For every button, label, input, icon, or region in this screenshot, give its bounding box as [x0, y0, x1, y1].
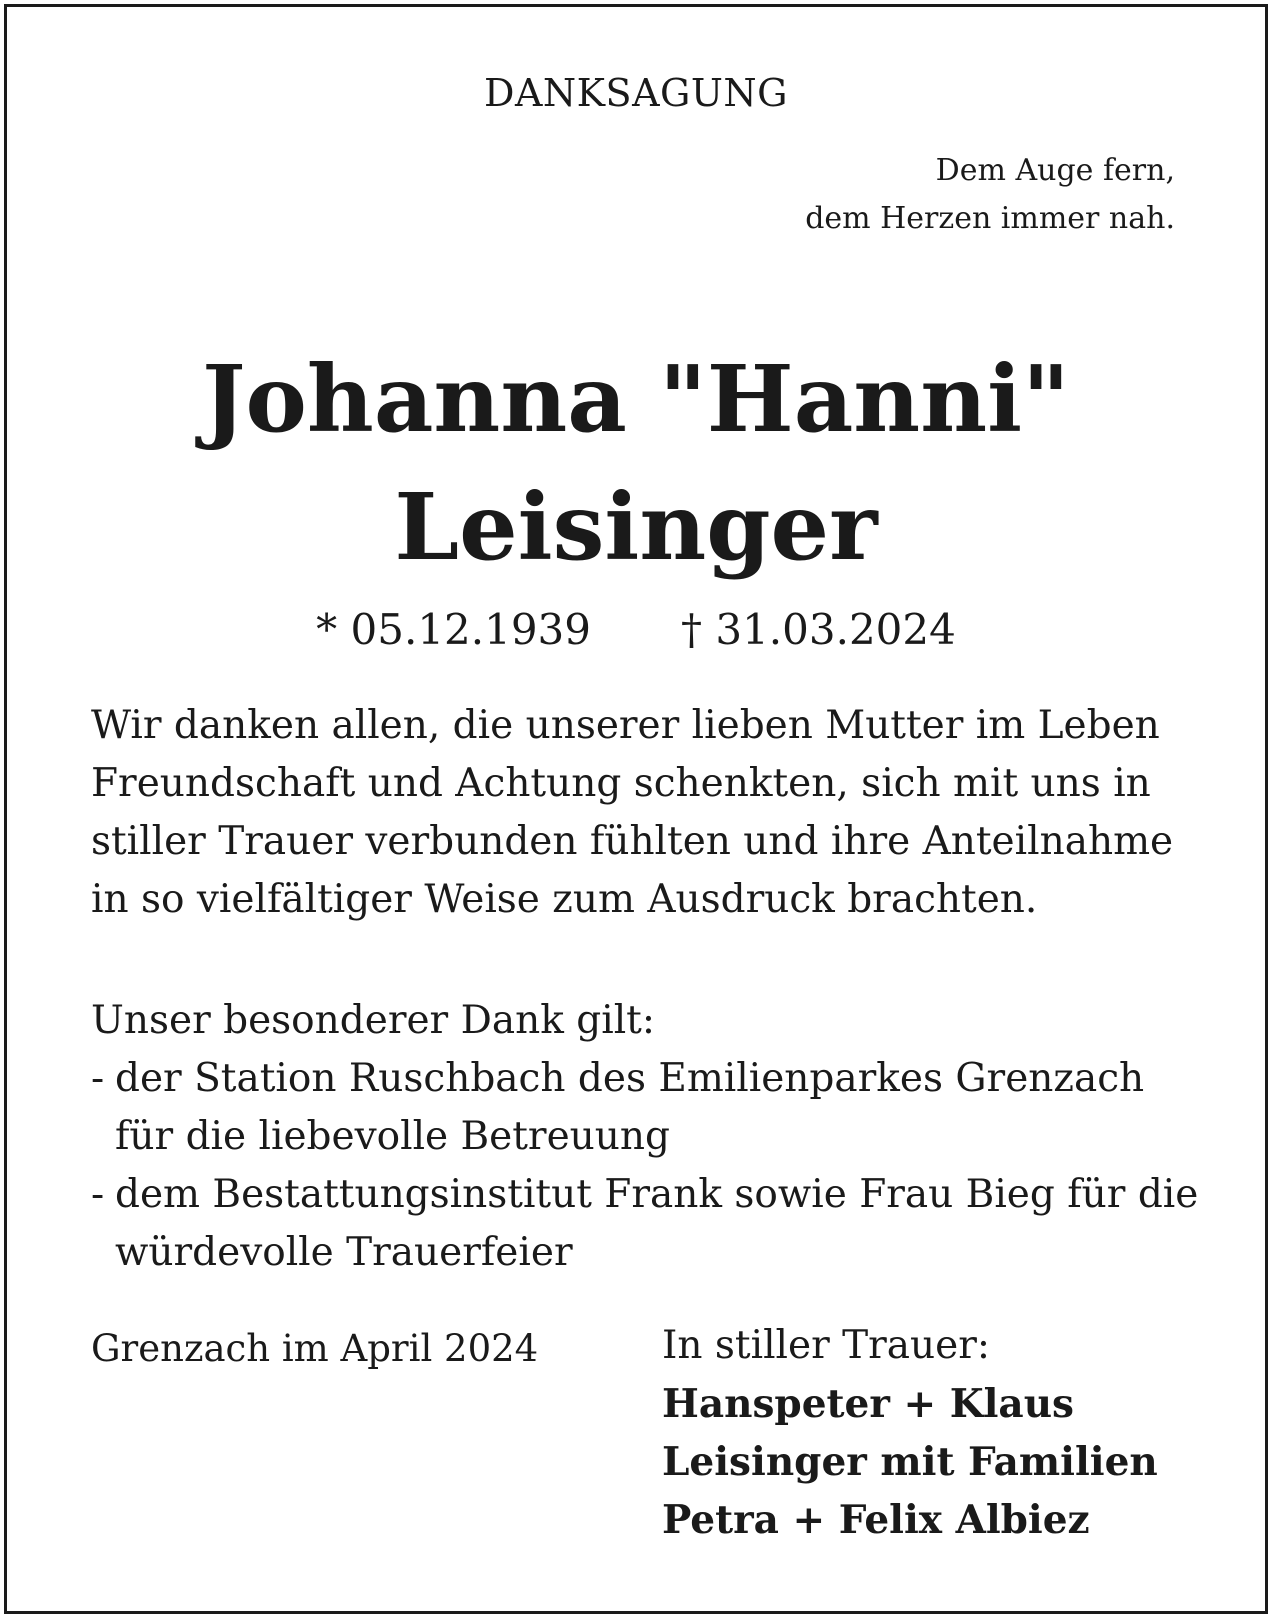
special-thanks: [91, 992, 1201, 1282]
thanks-item-dash: -: [91, 1172, 105, 1217]
mourners-intro: In stiller Trauer:: [662, 1323, 991, 1368]
notice-frame: [4, 4, 1268, 1614]
deceased-name-line-1: Johanna "Hanni": [202, 345, 1070, 453]
motto-line-2: dem Herzen immer nah.: [805, 201, 1175, 236]
thanks-item-dash: -: [91, 1056, 105, 1101]
thank-you-text: [91, 697, 1201, 929]
deceased-name: [7, 335, 1265, 591]
thanks-item-text: der Station Ruschbach des Emilienparkes Grenzach für die liebevolle Betreuung: [115, 1056, 1145, 1159]
place-and-date: Grenzach im April 2024: [91, 1327, 539, 1370]
mourner-line: Petra + Felix Albiez: [662, 1497, 1090, 1543]
mourners: [662, 1317, 1158, 1549]
birth-date: * 05.12.1939: [316, 605, 591, 654]
special-thanks-intro: Unser besonderer Dank gilt:: [91, 998, 655, 1043]
motto: [805, 147, 1175, 243]
mourner-line: Leisinger mit Familien: [662, 1439, 1158, 1485]
thank-you-paragraph: Wir danken allen, die unserer lieben Mutter im Leben Freundschaft und Achtung schenkten, sich mit uns in stiller Trauer verbunden fühlten und ihre Anteilnahme in so vielfältiger Weise zum Ausdruck brachten.: [91, 703, 1174, 922]
mourner-line: Hanspeter + Klaus: [662, 1381, 1075, 1427]
motto-line-1: Dem Auge fern,: [935, 153, 1175, 188]
notice-heading: DANKSAGUNG: [483, 71, 788, 115]
deceased-name-line-2: Leisinger: [394, 473, 878, 581]
thanks-item: [91, 1050, 1201, 1166]
thanks-item-text: dem Bestattungsinstitut Frank sowie Frau Bieg für die würdevolle Trauerfeier: [115, 1172, 1199, 1275]
life-dates: [7, 605, 1265, 654]
thanks-item: [91, 1166, 1201, 1282]
death-date: † 31.03.2024: [681, 605, 956, 654]
